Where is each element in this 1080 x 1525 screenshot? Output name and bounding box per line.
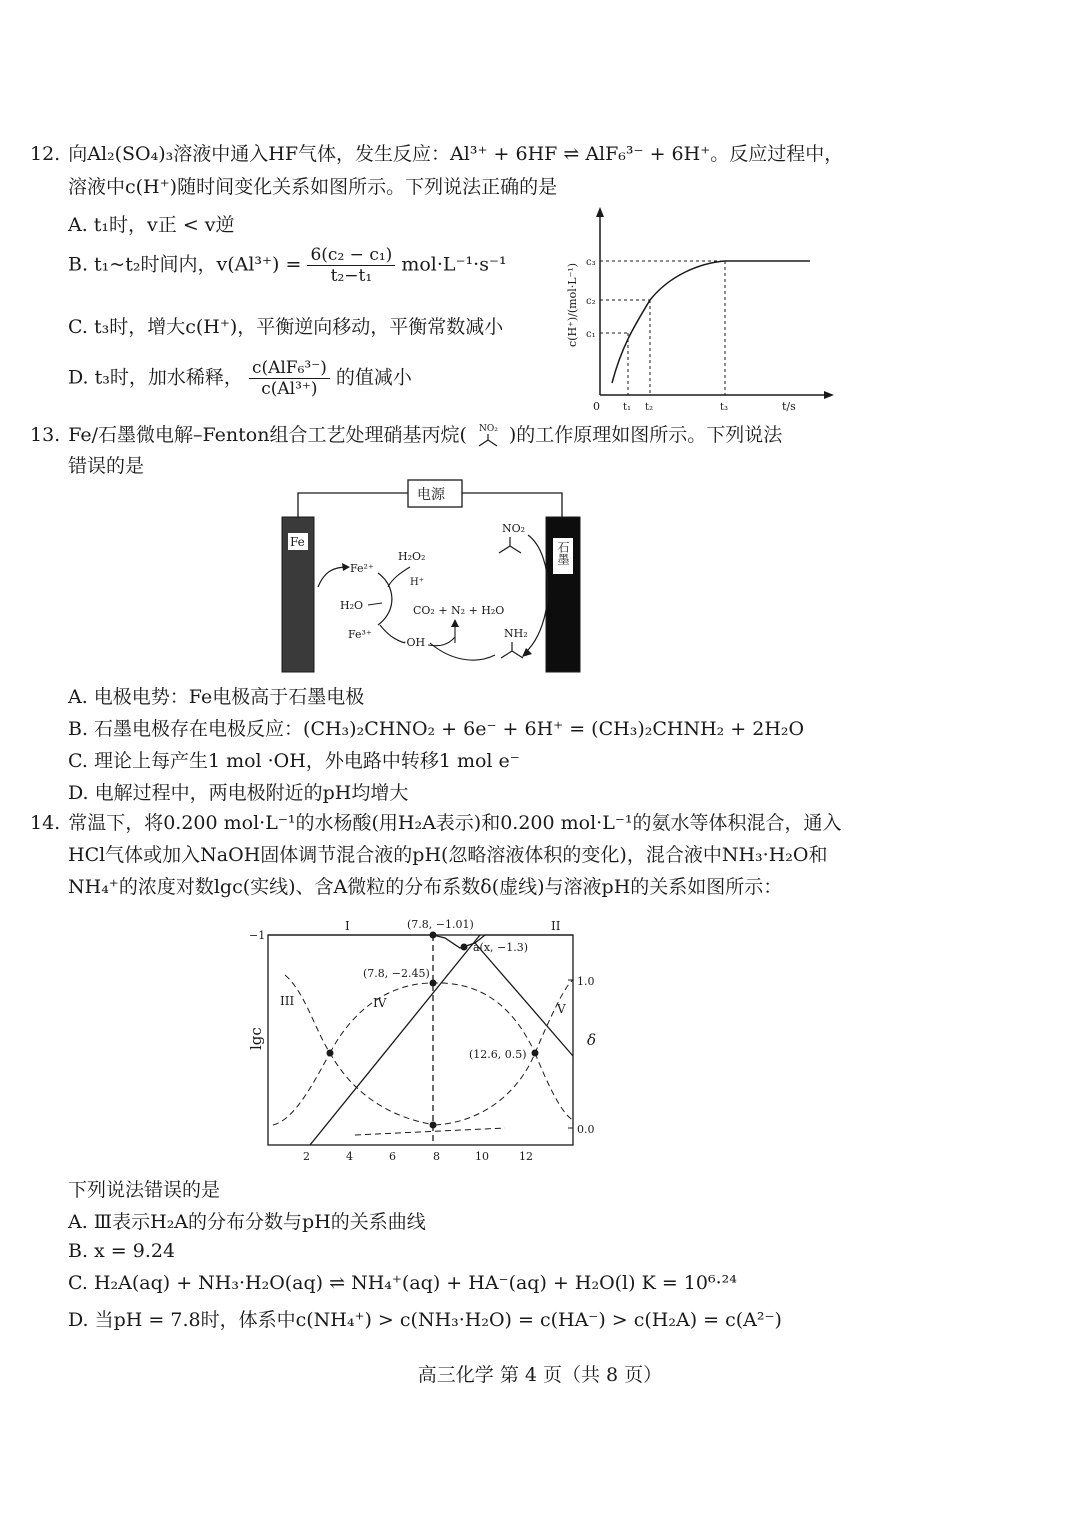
q14-xtick-2: 2 (303, 1150, 310, 1163)
q13-nitropropane-skeleton (499, 537, 521, 553)
q14-point-mid-label: (7.8, −2.45) (363, 967, 430, 980)
q14-left-tick: −1 (249, 929, 266, 942)
q12-xtick-t1: t₁ (623, 402, 632, 413)
q13-graphite-label: 石墨 (556, 541, 570, 565)
q12-stem-line1 (30, 143, 843, 166)
q14-label-I: I (345, 919, 350, 933)
q14-option-a: A. Ⅲ表示H₂A的分布分数与pH的关系曲线 (68, 1211, 426, 1233)
q14-stem-line1 (30, 812, 842, 835)
q12-x-arrow-icon (824, 391, 834, 399)
q13-diagram-no2-label: NO₂ (502, 522, 526, 535)
q12-option-b-text: B. t₁~t₂时间内，v(Al³⁺) = (68, 253, 302, 276)
q12-option-d (68, 358, 412, 399)
q14-number: 14. (30, 812, 61, 834)
q13-arrowhead-up-icon (451, 619, 459, 627)
q14-point-top (430, 932, 437, 939)
q13-fe3-label: Fe³⁺ (348, 628, 372, 641)
page-footer: 高三化学 第 4 页（共 8 页） (417, 1364, 663, 1386)
q12-option-a: A. t₁时，v正 < v逆 (68, 214, 235, 236)
q12-option-b-unit: mol·L⁻¹·s⁻¹ (401, 253, 507, 276)
q13-stem-line1 (30, 422, 782, 450)
q14-question: 下列说法错误的是 (68, 1179, 221, 1201)
q12-option-d-text: D. t₃时，加水稀释， (68, 366, 243, 389)
q13-option-a: A. 电极电势：Fe电极高于石墨电极 (68, 686, 365, 708)
q12-xtick-t3: t₃ (720, 402, 729, 413)
q12-ytick-c2: c₂ (586, 296, 596, 307)
q14-label-IV: IV (373, 996, 387, 1010)
q14-graph (235, 910, 615, 1165)
q12-ytick-c3: c₃ (586, 257, 596, 268)
q14-xtick-4: 4 (346, 1150, 353, 1163)
q14-stem-line2: HCl气体或加入NaOH固体调节混合液的pH(忽略溶液体积的变化)，混合液中NH₃·H₂O和 (68, 844, 828, 866)
q13-stem-no2-label: NO₂ (478, 424, 498, 434)
q14-curve-nh3-falling (475, 943, 573, 1056)
q14-point-mid (430, 980, 437, 987)
q14-point-right-cross (532, 1050, 539, 1057)
q12-xlabel: t/s (782, 400, 796, 413)
q12-option-b-fraction (307, 245, 395, 286)
q14-option-b: B. x = 9.24 (68, 1240, 176, 1262)
q12-origin: 0 (593, 400, 600, 413)
q14-point-a (461, 944, 468, 951)
q13-hplus-label: H⁺ (410, 577, 424, 588)
q12-curve (612, 261, 810, 383)
q14-xtick-10: 10 (475, 1150, 489, 1163)
q13-fe2-to-fe3-arc (378, 573, 392, 625)
q12-option-d-fraction (249, 358, 330, 399)
q12-y-arrow-icon (596, 207, 604, 217)
q13-option-d: D. 电解过程中，两电极附近的pH均增大 (68, 782, 409, 804)
q13-stem-text1a: Fe/石墨微电解–Fenton组合工艺处理硝基丙烷( (68, 424, 467, 446)
q14-point-top-label: (7.8, −1.01) (407, 918, 474, 931)
q14-label-V: V (557, 1002, 566, 1016)
q13-option-b: B. 石墨电极存在电极反应：(CH₃)₂CHNO₂ + 6e⁻ + 6H⁺ = (CH₃)₂CHNH₂ + 2H₂O (68, 718, 805, 740)
q12-option-b (68, 245, 507, 286)
q13-products-label: CO₂ + N₂ + H₂O (413, 604, 505, 617)
q14-xtick-12: 12 (519, 1150, 533, 1163)
q13-reduction-arc (525, 535, 548, 653)
q14-stem-text1: 常温下，将0.200 mol·L⁻¹的水杨酸(用H₂A表示)和0.200 mol·L⁻¹的氨水等体积混合，通入 (68, 812, 842, 834)
q14-ylabel-left: lgc (247, 1027, 265, 1050)
q14-curve-A2-bottom (355, 1128, 505, 1135)
q12-stem-line2: 溶液中c(H⁺)随时间变化关系如图所示。下列说法正确的是 (68, 176, 558, 198)
q14-point-left-cross (327, 1050, 334, 1057)
q13-electrolysis-diagram (270, 475, 600, 680)
q14-label-III: III (280, 994, 295, 1008)
q13-nh2-label: NH₂ (504, 627, 528, 640)
q12-option-b-denominator: t₂−t₁ (330, 266, 373, 286)
q14-curve-III-left (273, 1053, 330, 1125)
q14-stem-line3: NH₄⁺的浓度对数lgc(实线)、含A微粒的分布系数δ(虚线)与溶液pH的关系如图所示： (68, 876, 783, 898)
q14-ylabel-right: δ (587, 1031, 597, 1049)
q14-option-d: D. 当pH = 7.8时，体系中c(NH₄⁺) > c(NH₃·H₂O) = c(HA⁻) > c(H₂A) = c(A²⁻) (68, 1309, 782, 1331)
q12-stem-text1: 向Al₂(SO₄)₃溶液中通入HF气体，发生反应：Al³⁺ + 6HF ⇌ AlF₆³⁻ + 6H⁺。反应过程中， (68, 143, 844, 165)
q12-graph (560, 205, 835, 420)
q14-right-tick-1: 1.0 (577, 975, 595, 988)
q12-number: 12. (30, 143, 61, 165)
q14-right-tick-0: 0.0 (577, 1123, 595, 1136)
q14-curve-III (285, 975, 435, 1125)
q13-power-label: 电源 (417, 487, 445, 503)
q12-option-b-numerator: 6(c₂ − c₁) (307, 245, 395, 266)
q12-option-d-denominator: c(Al³⁺) (261, 379, 318, 399)
q14-point-right-label: (12.6, 0.5) (469, 1048, 527, 1061)
q12-xtick-t2: t₂ (645, 402, 654, 413)
q12-option-d-numerator: c(AlF₆³⁻) (249, 358, 330, 379)
q13-arrowhead-icon (342, 563, 350, 571)
q13-amine-skeleton (501, 642, 523, 658)
q13-fe3-arc (380, 625, 405, 643)
q14-curve-V-tail (535, 1053, 573, 1120)
q12-ytick-c1: c₁ (586, 329, 596, 340)
q13-fe2-label: Fe²⁺ (350, 562, 374, 575)
q12-ylabel: c(H⁺)/(mol·L⁻¹) (566, 262, 579, 347)
q13-arrowhead-reduction-icon (522, 648, 532, 657)
q14-xtick-6: 6 (389, 1150, 396, 1163)
q14-option-c: C. H₂A(aq) + NH₃·H₂O(aq) ⇌ NH₄⁺(aq) + HA⁻(aq) + H₂O(l) K = 10⁶·²⁴ (68, 1272, 737, 1294)
q12-option-c: C. t₃时，增大c(H⁺)，平衡逆向移动，平衡常数减小 (68, 316, 504, 338)
q14-point-bottom (430, 1122, 437, 1129)
q13-stem-text1b: )的工作原理如图所示。下列说法 (508, 424, 783, 446)
q12-option-d-post: 的值减小 (335, 366, 412, 389)
nitropropane-structure-icon (467, 422, 509, 450)
q13-stem-line2: 错误的是 (68, 455, 145, 477)
q14-label-II: II (551, 919, 561, 933)
q13-h2o2-label: H₂O₂ (398, 550, 426, 563)
q13-number: 13. (30, 424, 61, 446)
q14-point-a-label: a(x, −1.3) (473, 941, 529, 954)
q13-option-c: C. 理论上每产生1 mol ·OH，外电路中转移1 mol e⁻ (68, 750, 520, 772)
q13-h2o-arrow (368, 603, 382, 605)
q13-h2o-label: H₂O (340, 599, 364, 612)
q13-h2o2-arrow (388, 567, 410, 587)
q13-oh-label: ·OH (403, 636, 426, 649)
q14-xtick-8: 8 (433, 1150, 440, 1163)
q13-fe-label: Fe (290, 535, 305, 549)
